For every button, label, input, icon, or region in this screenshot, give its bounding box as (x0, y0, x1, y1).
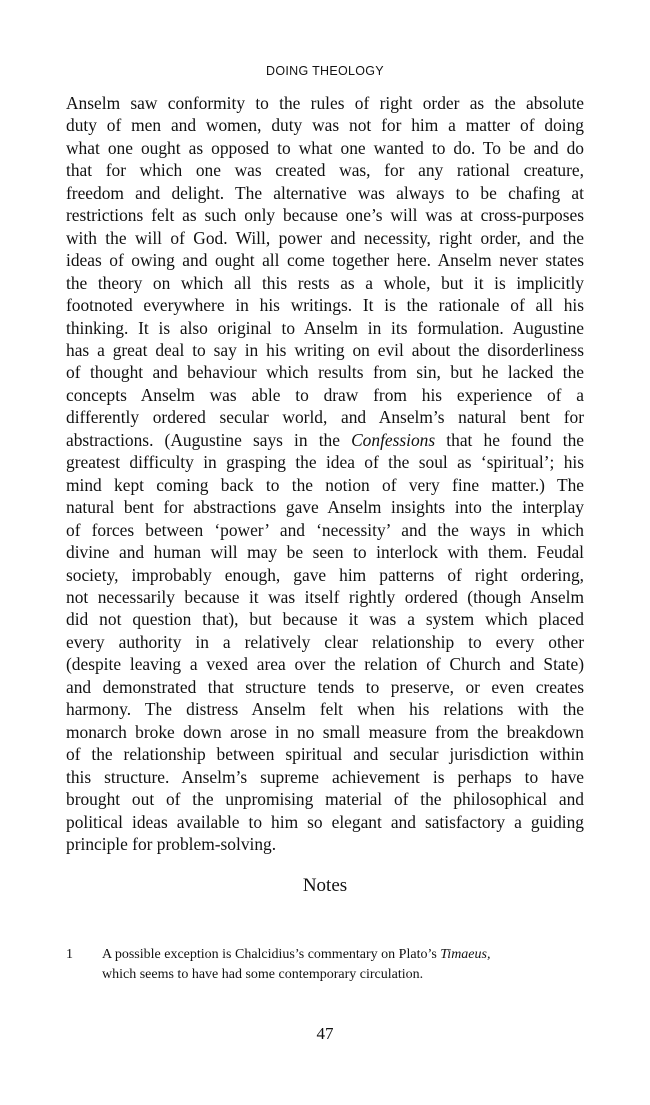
text-line: footnoted everywhere in his writings. It is the rationale of all his (66, 295, 584, 316)
page-number: 47 (316, 1024, 334, 1043)
book-page (66, 0, 584, 1105)
text-line: mind kept coming back to the notion of very fine matter.) The (66, 474, 584, 495)
text-line: natural bent for abstractions gave Anselm insights into the interplay (66, 497, 584, 518)
text-line: with the will of God. Will, power and necessity, right order, and the (66, 227, 584, 248)
footnote-text (102, 945, 584, 985)
text-line: has a great deal to say in his writing on evil about the disorderliness (66, 339, 584, 360)
text-line: brought out of the unpromising material of the philosophical and (66, 789, 584, 810)
text-line: the theory on which all this rests as a whole, but it is implicitly (66, 272, 584, 293)
text-line: Anselm saw conformity to the rules of right order as the absolute (66, 93, 584, 113)
text-line: harmony. The distress Anselm felt when his relations with the (66, 699, 584, 720)
text-line: greatest difficulty in grasping the idea of the soul as ‘spiritual’; his (66, 452, 584, 473)
text-line: that for which one was created was, for any rational creature, (66, 160, 584, 181)
footnote-line (102, 945, 584, 965)
text-line: thinking. It is also original to Anselm in its formulation. Augustine (66, 317, 584, 338)
text-line: duty of men and women, duty was not for him a matter of doing (66, 115, 584, 136)
text-line: this structure. Anselm’s supreme achievement is perhaps to have (66, 766, 584, 787)
text-line: monarch broke down arose in no small measure from the breakdown (66, 721, 584, 742)
text-line: of the relationship between spiritual and secular jurisdiction within (66, 744, 584, 765)
text-line: concepts Anselm was able to draw from his experience of a (66, 384, 584, 405)
text-line: (despite leaving a vexed area over the relation of Church and State) (66, 654, 584, 675)
text-line: every authority in a relatively clear relationship to every other (66, 631, 584, 652)
text-line: society, improbably enough, gave him patterns of right ordering, (66, 564, 584, 585)
text-line-with-italic (66, 429, 584, 451)
body-paragraph (66, 92, 584, 855)
text-segment: that he found the (435, 429, 584, 450)
text-line: did not question that), but because it was a system which placed (66, 609, 584, 630)
text-line: of thought and behaviour which results from sin, but he lacked the (66, 362, 584, 383)
text-line: freedom and delight. The alternative was always to be chafing at (66, 182, 584, 203)
text-line: principle for problem-solving. (66, 833, 277, 854)
text-line: restrictions felt as such only because one’s will was at cross-purposes (66, 205, 584, 226)
book-title-italic: Confessions (351, 429, 436, 450)
text-segment: abstractions. (Augustine says in the (66, 429, 352, 450)
text-line: and demonstrated that structure tends to preserve, or even creates (66, 676, 584, 697)
text-line: differently ordered secular world, and Anselm’s natural bent for (66, 407, 584, 428)
notes-heading: Notes (302, 875, 348, 896)
text-line: what one ought as opposed to what one wanted to do. To be and do (66, 137, 584, 158)
text-line: ideas of owing and ought all come together here. Anselm never states (66, 250, 584, 271)
footnote-line: which seems to have had some contemporary circulation. (102, 967, 424, 982)
text-segment: A possible exception is Chalcidius’s commentary on Plato’s (102, 947, 441, 962)
text-line: not necessarily because it was itself rightly ordered (though Anselm (66, 586, 584, 607)
text-line: political ideas available to him so elegant and satisfactory a guiding (66, 811, 584, 832)
text-line: divine and human will may be seen to interlock with them. Feudal (66, 542, 584, 563)
footnote-number: 1 (66, 947, 73, 962)
text-line: of forces between ‘power’ and ‘necessity’ and the ways in which (66, 519, 584, 540)
book-title-italic: Timaeus, (440, 947, 491, 962)
running-head: DOING THEOLOGY (266, 64, 384, 78)
